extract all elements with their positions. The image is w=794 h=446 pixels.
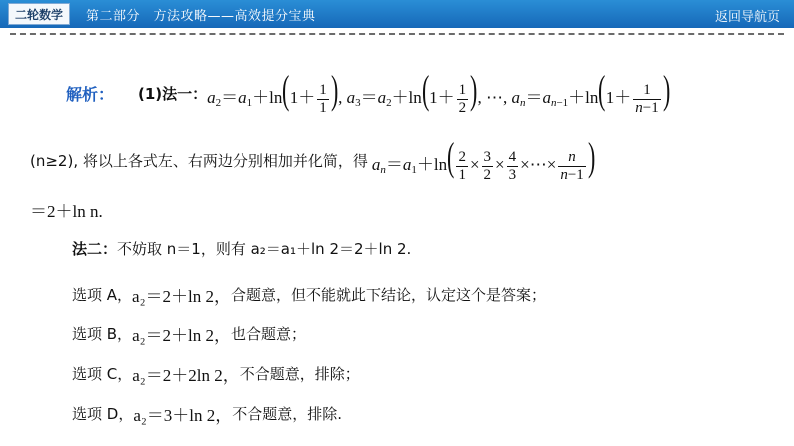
- option-c-eq: a₂＝2＋2ln 2，: [132, 366, 240, 385]
- option-a-text: 合题意，但不能就此下结论，认定这个是答案；: [230, 286, 546, 304]
- divider: [10, 33, 784, 35]
- option-c-line: [72, 361, 360, 386]
- sum-result: ＝2＋ln n.: [30, 202, 103, 221]
- option-d-line: [72, 401, 342, 426]
- recursion-formula: $a_2=a_1+\ln(1+$ $\frac{1}{1}$ ), $a_3=a_2+\ln(1+$ $\frac{1}{2}$ ), ⋯, $a_n=a_{n-1}+\ln(1+$ $\frac{1}{n-1}$ ): [207, 67, 671, 116]
- solution-line-3: [30, 197, 103, 222]
- option-a-line: [72, 282, 546, 307]
- option-d-text: 不合题意，排除.: [232, 405, 343, 423]
- option-c-prefix: 选项 C，: [72, 365, 133, 383]
- option-a-prefix: 选项 A，: [72, 286, 133, 304]
- option-b-prefix: 选项 B，: [72, 325, 133, 343]
- section-title: 第二部分 方法攻略——高效提分宝典: [86, 8, 316, 24]
- header-bar: [0, 0, 794, 28]
- subject-badge[interactable]: 二轮数学: [8, 3, 70, 25]
- method1-prefix: (1)法一：: [138, 84, 208, 103]
- solution-line-1: [66, 67, 671, 117]
- option-d-prefix: 选项 D，: [72, 405, 134, 423]
- solution-label: 解析：: [66, 84, 115, 104]
- method2-text: 不妨取 n＝1，则有 a₂＝a₁＋ln 2＝2＋ln 2.: [117, 240, 412, 258]
- method2-line: [72, 238, 411, 259]
- sum-formula: $a_n=a_1+\ln$( $\frac{2}{1}$ × $\frac{3}{2}$ × $\frac{4}{3}$ ×⋯× $\frac{n}{n-1}$ ): [371, 134, 596, 183]
- option-c-text: 不合题意，排除；: [239, 365, 360, 383]
- solution-line-2: [30, 134, 596, 184]
- method2-label: 法二：: [72, 240, 118, 258]
- option-d-eq: a₂＝3＋ln 2，: [133, 406, 233, 425]
- option-b-eq: a₂＝2＋ln 2，: [132, 326, 232, 345]
- option-b-line: [72, 321, 306, 346]
- option-b-text: 也合题意；: [231, 325, 307, 343]
- sum-explanation: (n≥2), 将以上各式左、右两边分别相加并化简，得: [30, 151, 368, 170]
- option-a-eq: a₂＝2＋ln 2，: [132, 287, 231, 306]
- back-to-nav-link[interactable]: 返回导航页: [714, 10, 780, 25]
